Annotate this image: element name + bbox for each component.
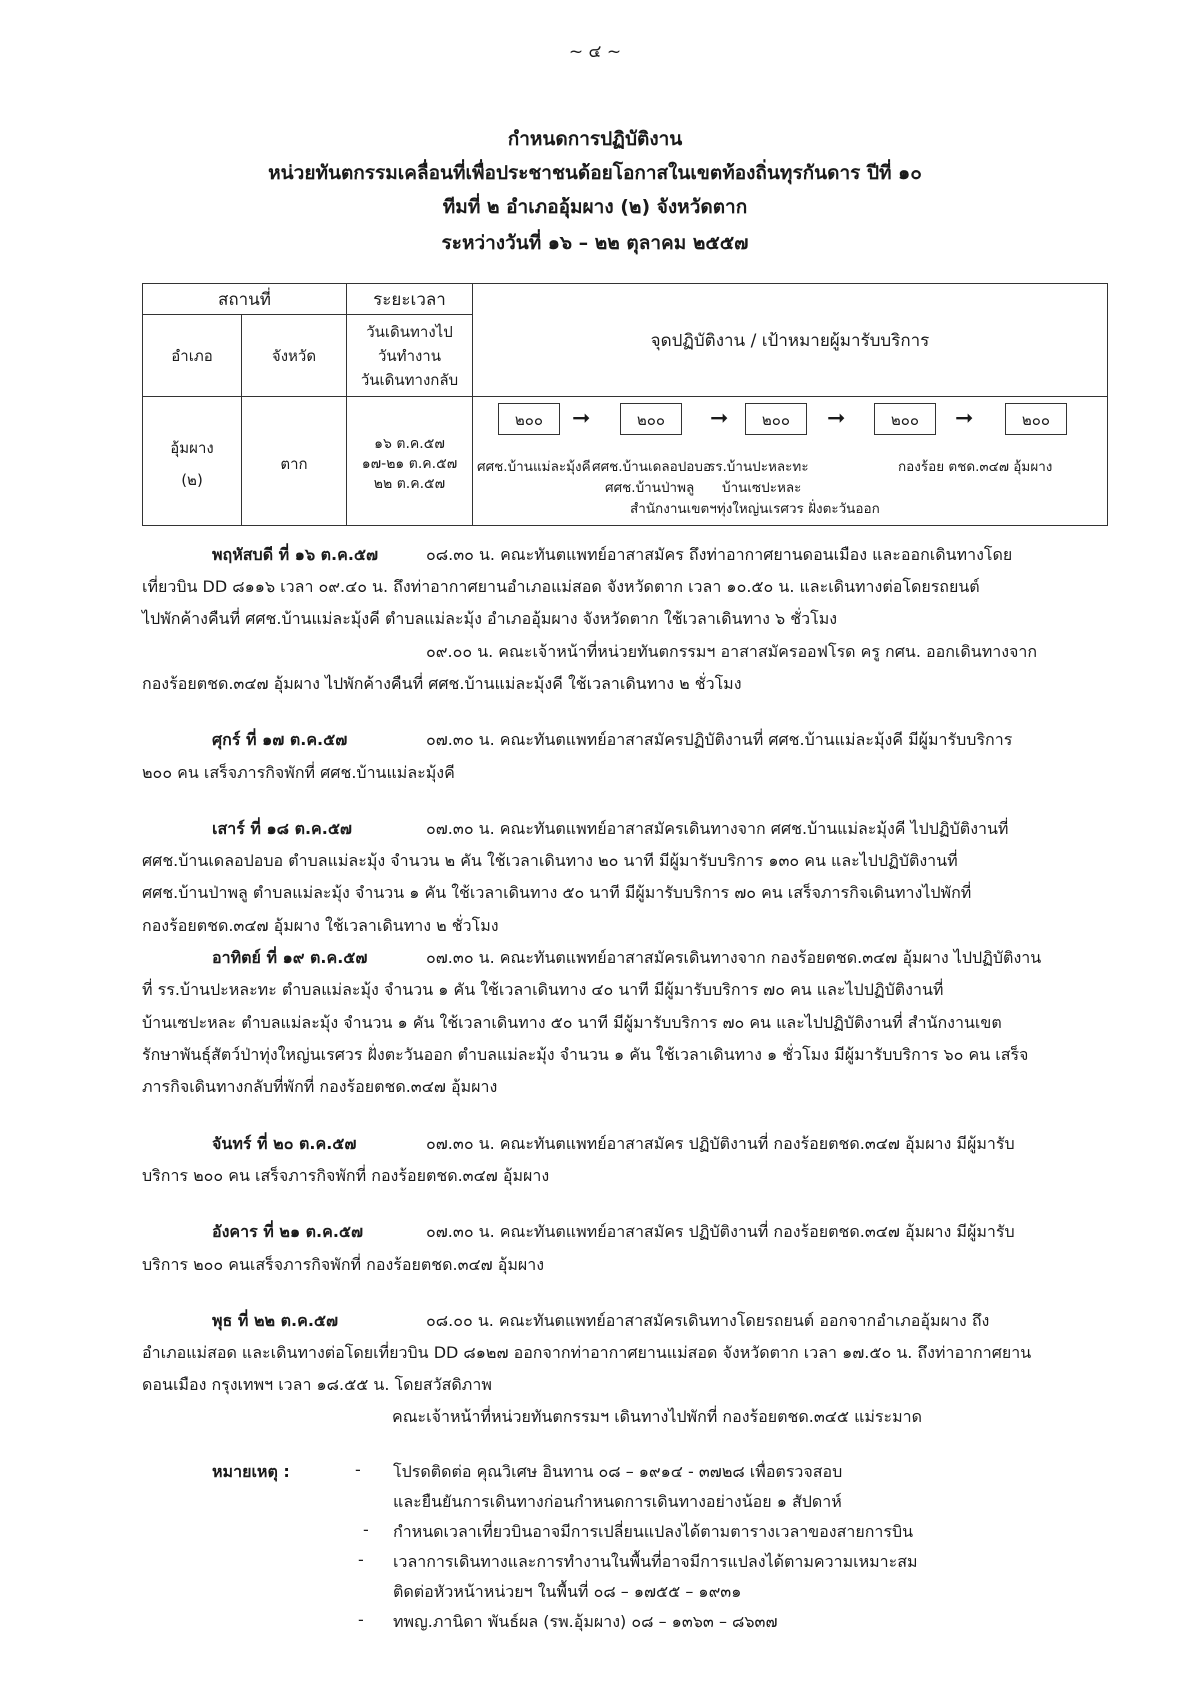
day-heading: ศุกร์ ที่ ๑๗ ต.ค.๕๗ [212,730,348,749]
bullet-dash: - [355,1460,361,1479]
date-work: ๑๗-๒๑ ต.ค.๕๗ [361,456,458,472]
schedule-line: ๐๗.๓๐ น. คณะทันตแพทย์อาสาสมัครปฏิบัติงานที่ ศศช.บ้านแม่ละมุ้งคี มีผู้มารับบริการ [426,730,1013,749]
note-item: โปรดติดต่อ คุณวิเศษ อินทาน ๐๘ – ๑๙๑๔ - ๓๗๒๘ เพื่อตรวจสอบ [393,1462,843,1481]
schedule-line: ศศช.บ้านป่าพลู ตำบลแม่ละมุ้ง จำนวน ๑ คัน ใช้เวลาเดินทาง ๕๐ นาที มีผู้มารับบริการ ๗๐ คน เสร็จภารกิจเดินทางไปพักที่ [142,883,972,902]
date-departure: ๑๖ ต.ค.๕๗ [374,436,445,452]
target-box: ๒๐๐ [620,403,682,435]
arrow-right-icon: ➞ [955,406,974,431]
day-heading: พฤหัสบดี ที่ ๑๖ ต.ค.๕๗ [212,545,379,564]
schedule-line: ๐๗.๓๐ น. คณะทันตแพทย์อาสาสมัครเดินทางจาก ศศช.บ้านแม่ละมุ้งคี ไปปฏิบัติงานที่ [426,819,1009,838]
schedule-line: ภารกิจเดินทางกลับที่พักที่ กองร้อยตชด.๓๔๗ อุ้มผาง [142,1077,498,1096]
schedule-line: ๐๘.๓๐ น. คณะทันตแพทย์อาสาสมัคร ถึงท่าอากาศยานดอนเมือง และออกเดินทางโดย [426,545,1013,564]
amphoe-team: (๒) [181,471,203,489]
schedule-line: บริการ ๒๐๐ คน เสร็จภารกิจพักที่ กองร้อยตชด.๓๔๗ อุ้มผาง [142,1166,550,1185]
schedule-line: ไปพักค้างคืนที่ ศศช.บ้านแม่ละมุ้งคี ตำบลแม่ละมุ้ง อำเภออุ้มผาง จังหวัดตาก ใช้เวลาเดินทาง ๖ ชั่วโมง [142,609,838,628]
header-period-sub [347,315,473,397]
schedule-line: ๐๘.๐๐ น. คณะทันตแพทย์อาสาสมัครเดินทางโดยรถยนต์ ออกจากอำเภออุ้มผาง ถึง [426,1311,990,1330]
schedule-line: ๒๐๐ คน เสร็จภารกิจพักที่ ศศช.บ้านแม่ละมุ้งคี [142,763,455,782]
site-label: ศศช.บ้านเดลอปอบอ [592,459,712,475]
bullet-dash: - [358,1550,364,1569]
schedule-line: ๐๙.๐๐ น. คณะเจ้าหน้าที่หน่วยทันตกรรมฯ อาสาสมัครออฟโรด ครู กศน. ออกเดินทางจาก [426,642,1038,661]
schedule-line: ๐๗.๓๐ น. คณะทันตแพทย์อาสาสมัคร ปฏิบัติงานที่ กองร้อยตชด.๓๔๗ อุ้มผาง มีผู้มารับ [426,1222,1015,1241]
page-number: ~ ๔ ~ [568,42,622,62]
cell-amphoe [143,397,242,526]
target-box: ๒๐๐ [498,403,560,435]
header-amphoe: อำเภอ [143,315,242,397]
header-place: สถานที่ [143,284,347,315]
site-label: กองร้อย ตชด.๓๔๗ อุ้มผาง [898,459,1053,475]
target-box: ๒๐๐ [874,403,936,435]
note-item: เวลาการเดินทางและการทำงานในพื้นที่อาจมีการแปลงได้ตามความเหมาะสม [393,1552,918,1571]
target-box: ๒๐๐ [1005,403,1067,435]
schedule-line: รักษาพันธุ์สัตว์ป่าทุ่งใหญ่นเรศวร ฝั่งตะวันออก ตำบลแม่ละมุ้ง จำนวน ๑ คัน ใช้เวลาเดินทาง ๑ ชั่วโมง มีผู้มารับบริการ ๖๐ คน เสร็จ [142,1045,1029,1064]
schedule-line: บ้านเซปะหละ ตำบลแม่ละมุ้ง จำนวน ๑ คัน ใช้เวลาเดินทาง ๕๐ นาที มีผู้มารับบริการ ๗๐ คน และไปปฏิบัติงานที่ สำนักงานเขต [142,1013,1002,1032]
schedule-line: ที่ รร.บ้านปะหละทะ ตำบลแม่ละมุ้ง จำนวน ๑ คัน ใช้เวลาเดินทาง ๔๐ นาที มีผู้มารับบริการ ๗๐ คน และไปปฏิบัติงานที่ [142,980,944,999]
notes-label: หมายเหตุ : [212,1462,290,1481]
cell-province: ตาก [242,397,347,526]
target-box: ๒๐๐ [745,403,807,435]
schedule-line: ศศช.บ้านเดลอปอบอ ตำบลแม่ละมุ้ง จำนวน ๒ คัน ใช้เวลาเดินทาง ๒๐ นาที มีผู้มารับบริการ ๑๓๐ คน และไปปฏิบัติงานที่ [142,851,958,870]
site-label: ศศช.บ้านแม่ละมุ้งคี [477,459,591,475]
schedule-line: บริการ ๒๐๐ คนเสร็จภารกิจพักที่ กองร้อยตชด.๓๔๗ อุ้มผาง [142,1255,545,1274]
amphoe-name: อุ้มผาง [170,439,214,457]
document-subtitle-team: ทีมที่ ๒ อำเภออุ้มผาง (๒) จังหวัดตาก [442,196,748,218]
cell-dates [347,397,473,526]
header-work-day: วันทำงาน [378,346,441,365]
site-label: สำนักงานเขตฯทุ่งใหญ่นเรศวร ฝั่งตะวันออก [630,501,880,517]
schedule-line: อำเภอแม่สอด และเดินทางต่อโดยเที่ยวบิน DD ๘๑๒๗ ออกจากท่าอากาศยานแม่สอด จังหวัดตาก เวลา ๑๗.๕๐ น. ถึงท่าอากาศยาน [142,1343,1032,1362]
document-title: กำหนดการปฏิบัติงาน [507,128,683,150]
site-label: รร.บ้านปะหละทะ [708,459,809,475]
bullet-dash: - [363,1520,369,1539]
header-return-day: วันเดินทางกลับ [360,370,459,389]
schedule-line: คณะเจ้าหน้าที่หน่วยทันตกรรมฯ เดินทางไปพักที่ กองร้อยตชด.๓๔๕ แม่ระมาด [392,1407,923,1426]
day-heading: อังคาร ที่ ๒๑ ต.ค.๕๗ [212,1222,364,1241]
arrow-right-icon: ➞ [572,406,591,431]
document-subtitle-dates: ระหว่างวันที่ ๑๖ – ๒๒ ตุลาคม ๒๕๕๗ [441,232,749,254]
schedule-line: ดอนเมือง กรุงเทพฯ เวลา ๑๘.๕๕ น. โดยสวัสดิภาพ [142,1375,492,1394]
bullet-dash: - [358,1610,364,1629]
schedule-line: ๐๗.๓๐ น. คณะทันตแพทย์อาสาสมัครเดินทางจาก กองร้อยตชด.๓๔๗ อุ้มผาง ไปปฏิบัติงาน [426,948,1042,967]
document-subtitle-unit: หน่วยทันตกรรมเคลื่อนที่เพื่อประชาชนด้อยโอกาสในเขตท้องถิ่นทุรกันดาร ปีที่ ๑๐ [268,162,922,184]
schedule-line: กองร้อยตชด.๓๔๗ อุ้มผาง ไปพักค้างคืนที่ ศศช.บ้านแม่ละมุ้งคี ใช้เวลาเดินทาง ๒ ชั่วโมง [142,674,742,693]
date-return: ๒๒ ต.ค.๕๗ [373,476,446,492]
day-heading: เสาร์ ที่ ๑๘ ต.ค.๕๗ [212,819,352,838]
site-label: ศศช.บ้านป่าพลู [605,480,695,496]
arrow-right-icon: ➞ [827,406,846,431]
note-item: ทพญ.ภานิดา พันธ์ผล (รพ.อุ้มผาง) ๐๘ – ๑๓๖๓ – ๘๖๓๗ [393,1612,778,1631]
site-label: บ้านเซปะหละ [722,480,802,496]
schedule-line: เที่ยวบิน DD ๘๑๑๖ เวลา ๐๙.๔๐ น. ถึงท่าอากาศยานอำเภอแม่สอด จังหวัดตาก เวลา ๑๐.๕๐ น. และเดินทางต่อโดยรถยนต์ [142,577,980,596]
day-heading: พุธ ที่ ๒๒ ต.ค.๕๗ [212,1311,339,1330]
note-item: ติดต่อหัวหน้าหน่วยฯ ในพื้นที่ ๐๘ – ๑๗๕๕ – ๑๙๓๑ [393,1582,742,1601]
day-heading: อาทิตย์ ที่ ๑๙ ต.ค.๕๗ [212,948,368,967]
schedule-line: ๐๗.๓๐ น. คณะทันตแพทย์อาสาสมัคร ปฏิบัติงานที่ กองร้อยตชด.๓๔๗ อุ้มผาง มีผู้มารับ [426,1134,1015,1153]
arrow-right-icon: ➞ [710,406,729,431]
note-item: และยืนยันการเดินทางก่อนกำหนดการเดินทางอย่างน้อย ๑ สัปดาห์ [393,1492,842,1511]
header-period: ระยะเวลา [347,284,473,315]
day-heading: จันทร์ ที่ ๒๐ ต.ค.๕๗ [212,1134,357,1153]
header-departure-day: วันเดินทางไป [366,322,453,341]
header-targets: จุดปฏิบัติงาน / เป้าหมายผู้มารับบริการ [473,284,1108,397]
note-item: กำหนดเวลาเที่ยวบินอาจมีการเปลี่ยนแปลงได้ตามตารางเวลาของสายการบิน [393,1522,914,1541]
schedule-line: กองร้อยตชด.๓๔๗ อุ้มผาง ใช้เวลาเดินทาง ๒ ชั่วโมง [142,916,499,935]
header-province: จังหวัด [242,315,347,397]
